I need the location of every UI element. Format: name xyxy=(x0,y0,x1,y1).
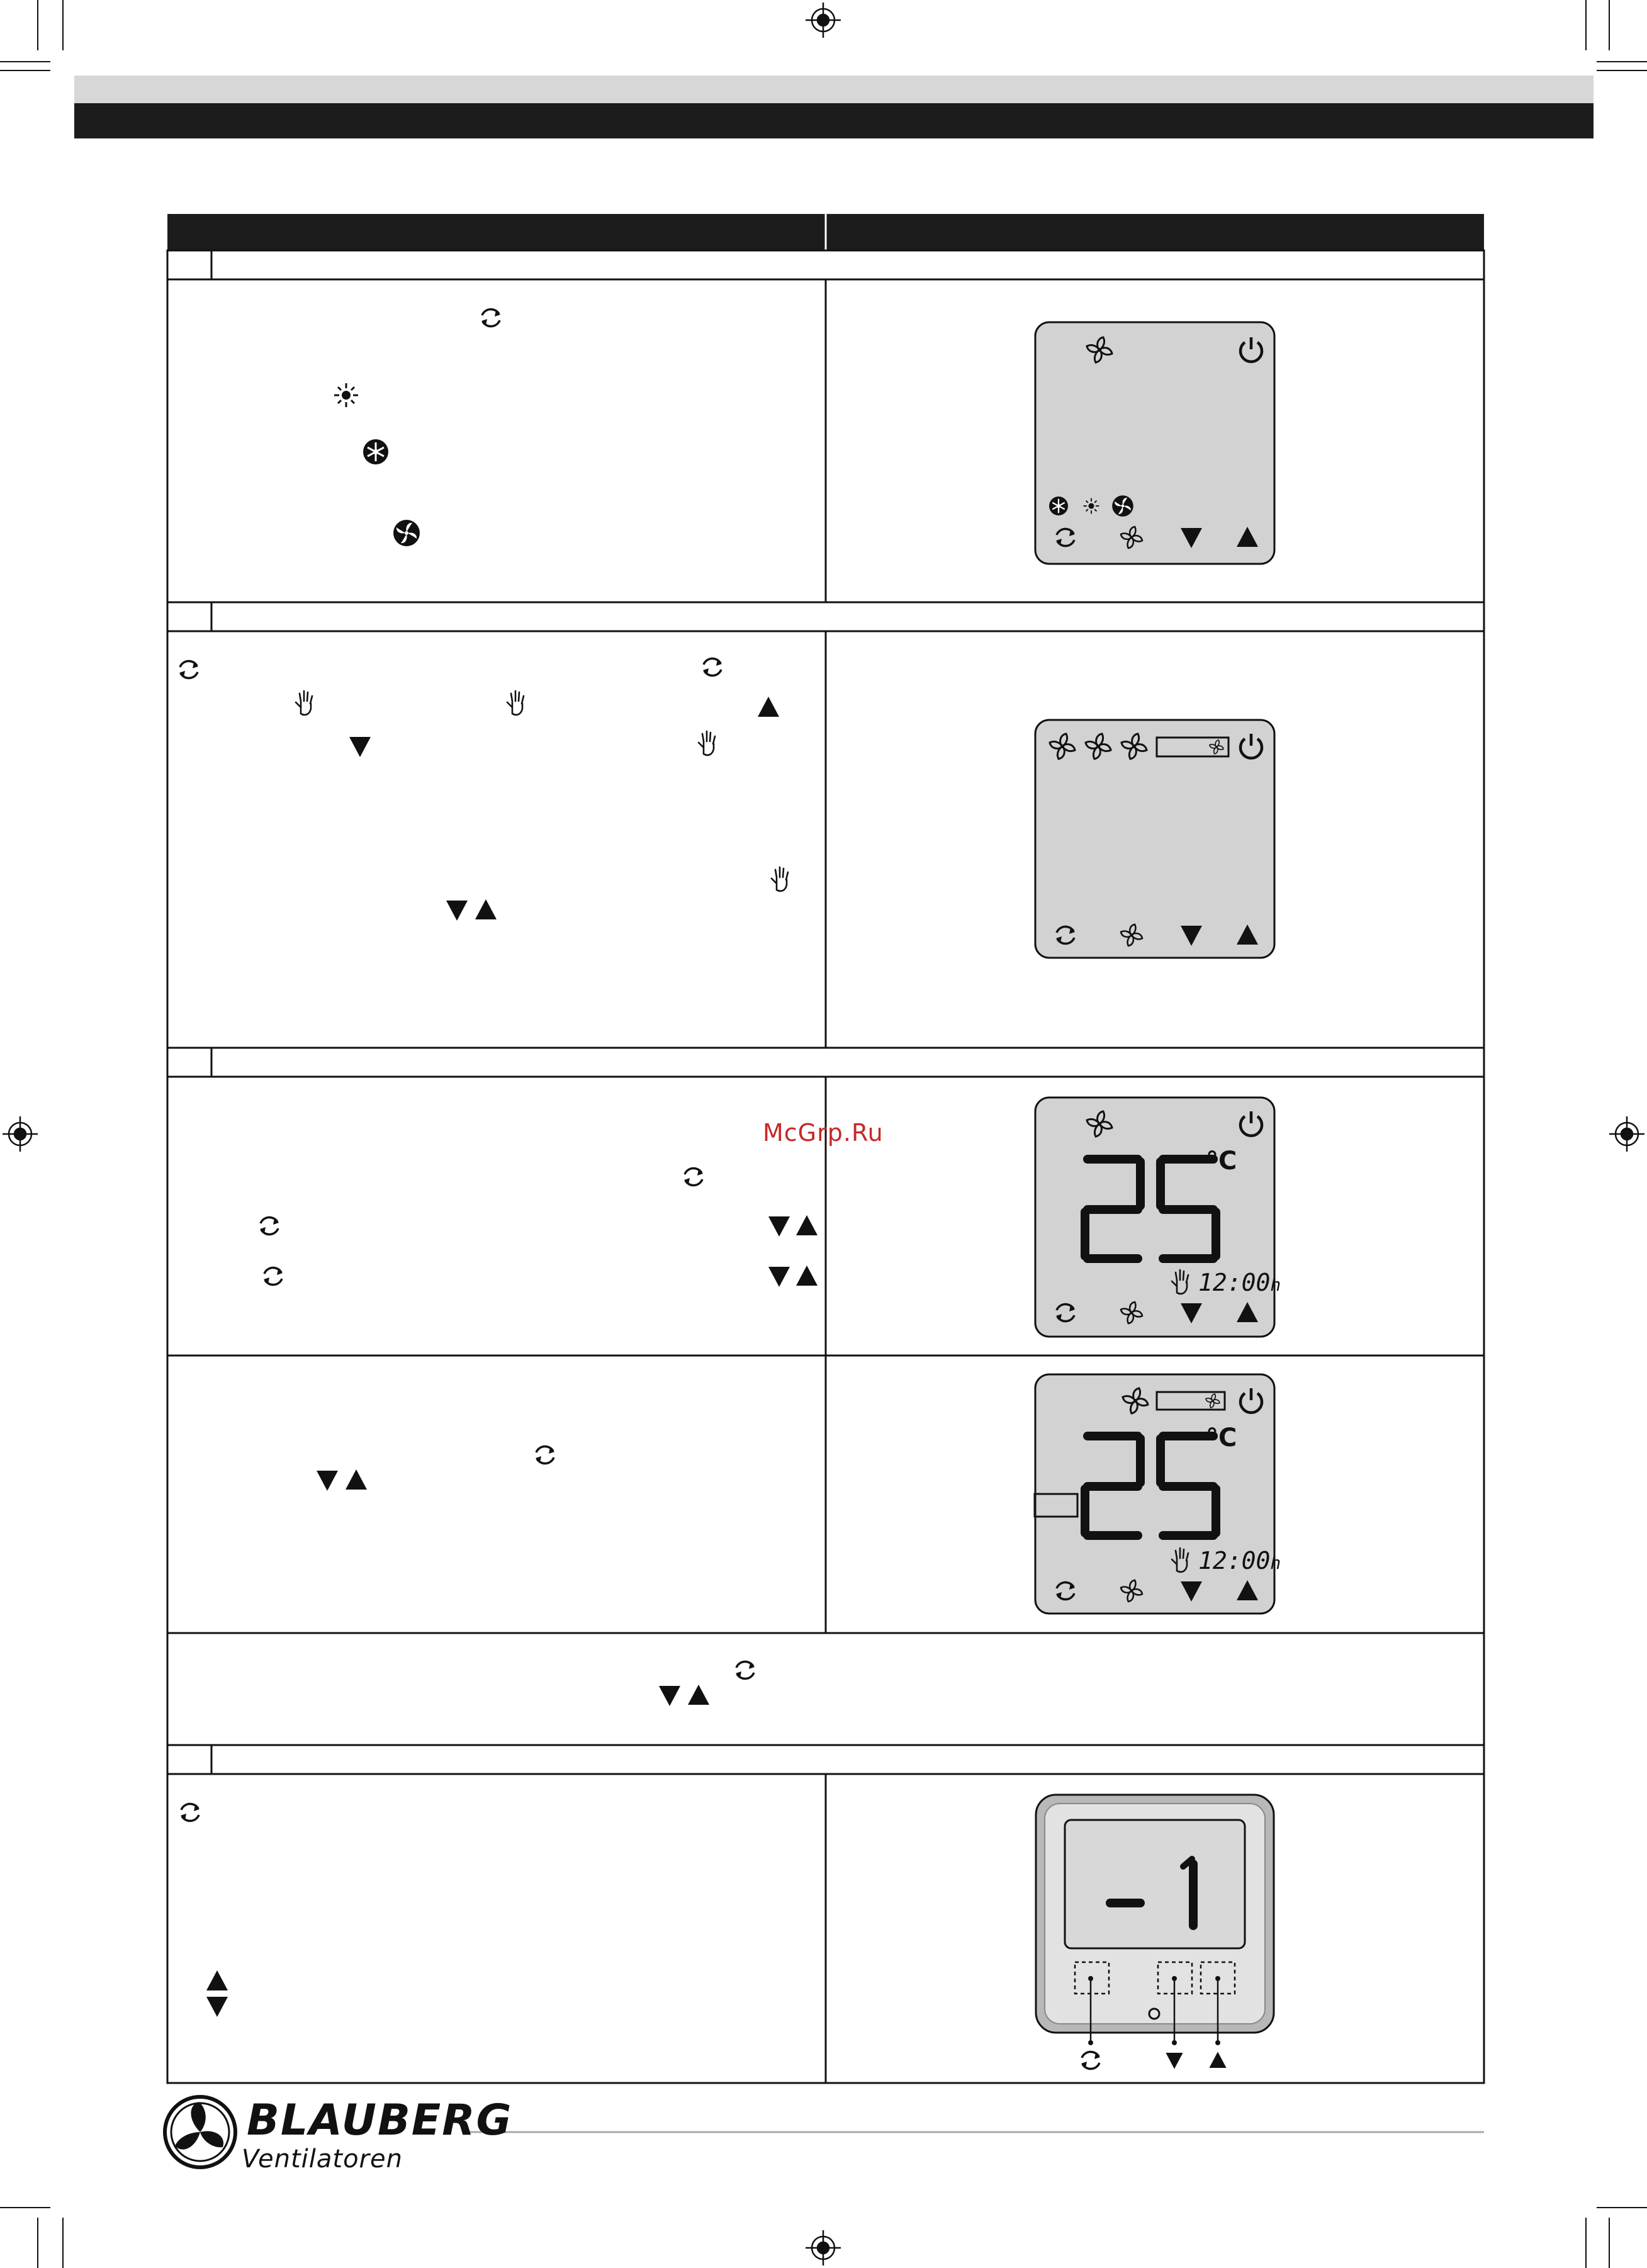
lcd3-clock-unit: h xyxy=(1270,1274,1281,1295)
lcd3-clock-time: 12:00 xyxy=(1198,1269,1271,1296)
header-band xyxy=(74,76,1594,103)
lcd-screen-2 xyxy=(1035,720,1274,958)
section4-icons xyxy=(181,1804,228,2017)
lcd4-unit: °C xyxy=(1206,1423,1237,1452)
lcd4-clock xyxy=(1198,1547,1281,1575)
device-front-panel xyxy=(1036,1795,1274,2069)
instruction-table xyxy=(167,214,1484,2083)
section3-icons xyxy=(260,1168,818,1706)
lcd3-temperature xyxy=(1082,1157,1221,1264)
lcd3-clock xyxy=(1198,1269,1281,1296)
section2-icons xyxy=(179,658,788,921)
lcd-screen-1 xyxy=(1035,322,1274,564)
watermark-text: McGrp.Ru xyxy=(763,1119,884,1147)
blauberg-logo-mark xyxy=(165,2097,235,2167)
header-bar xyxy=(74,103,1594,138)
brand-name: BLAUBERG xyxy=(247,2096,513,2145)
lcd4-clock-time: 12:00 xyxy=(1198,1547,1271,1575)
section1-icons xyxy=(334,309,500,546)
brand-subtitle: Ventilatoren xyxy=(242,2145,403,2174)
lcd5-display xyxy=(1070,1825,1071,1826)
lcd3-unit: °C xyxy=(1206,1147,1237,1176)
lcd4-clock-unit: h xyxy=(1270,1552,1281,1573)
lcd4-temperature xyxy=(1082,1434,1221,1541)
